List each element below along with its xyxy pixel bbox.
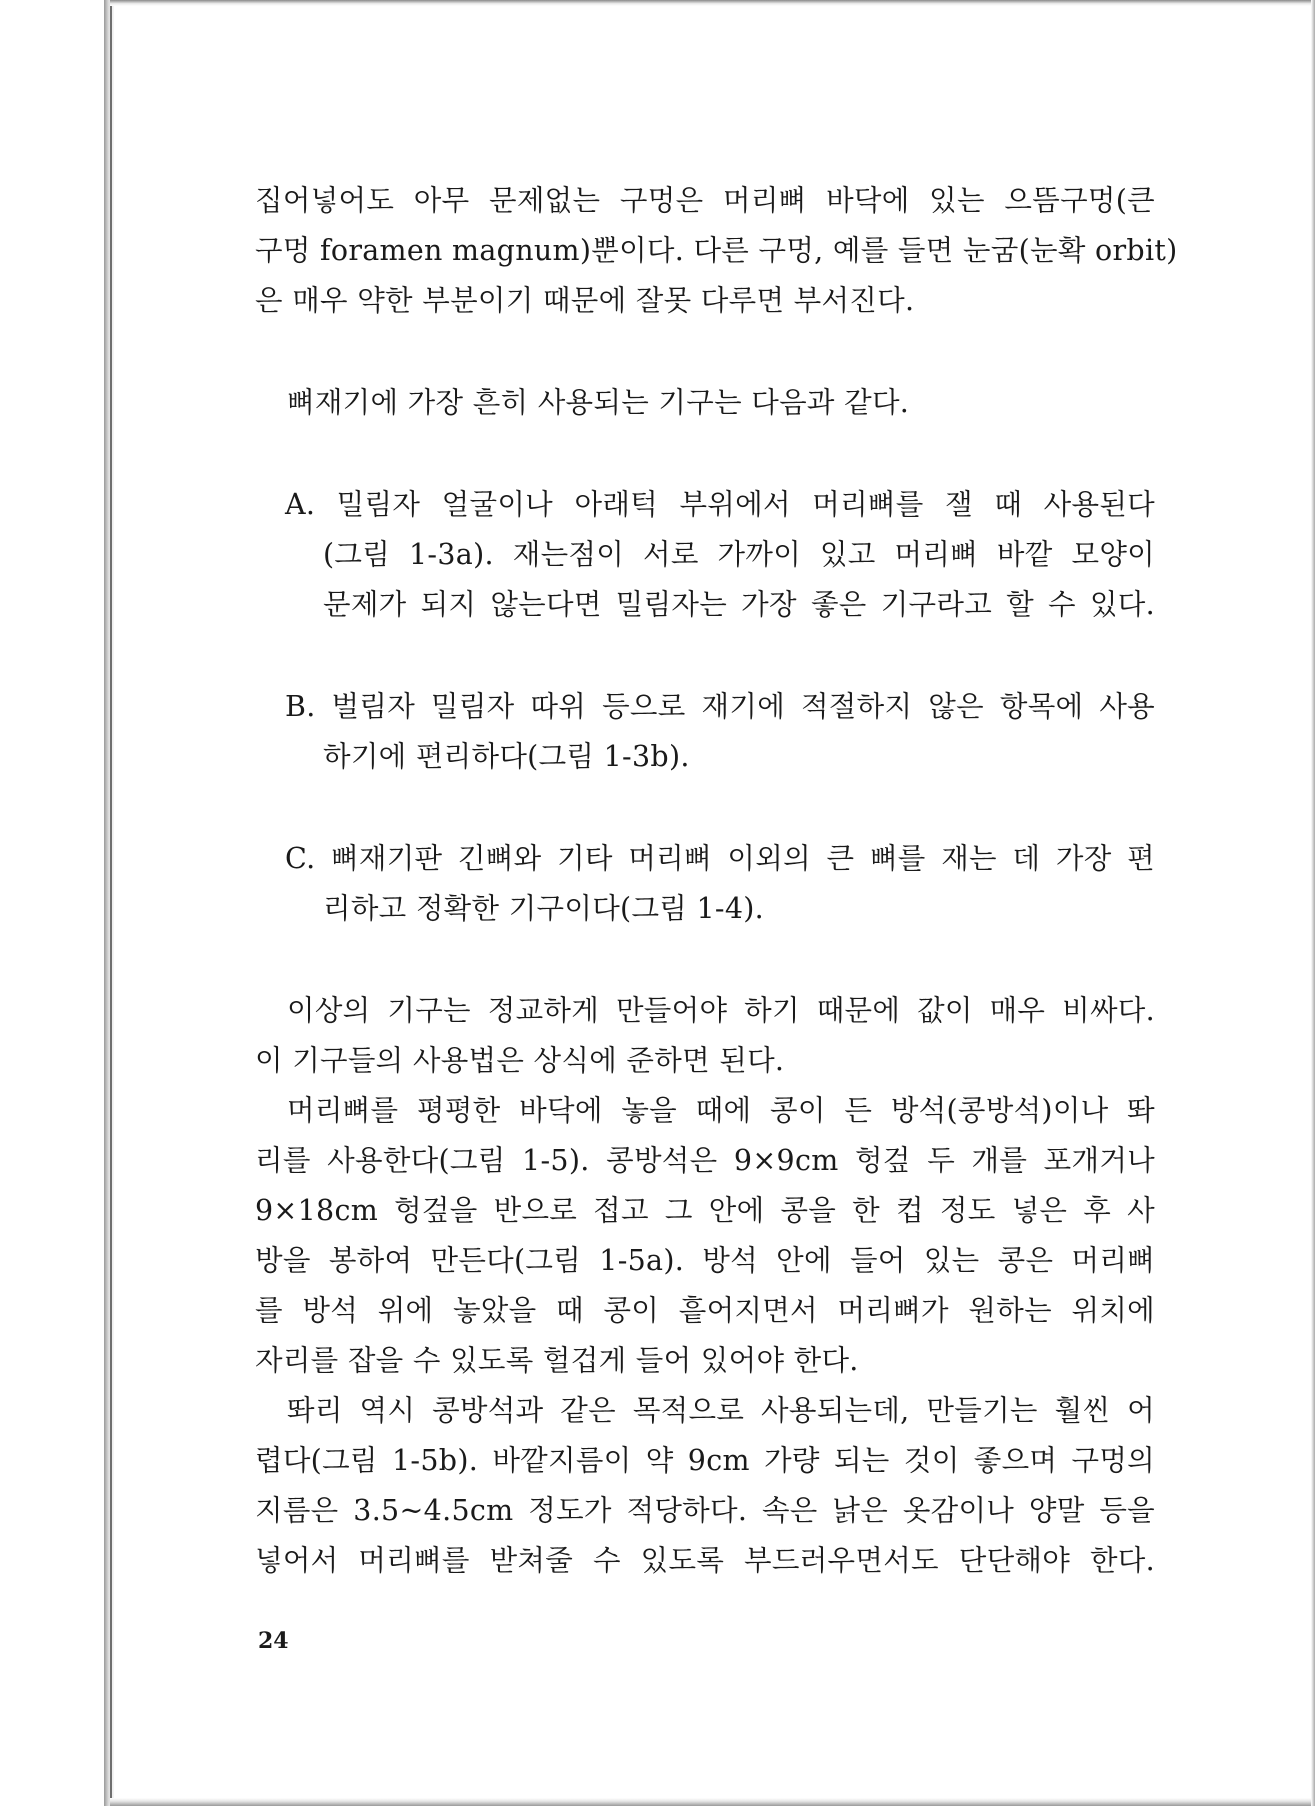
text-line: 렵다(그림 1-5b). 바깥지름이 약 9cm 가량 되는 것이 좋으며 구멍의: [255, 1444, 1155, 1477]
text-line: C. 뼈재기판 긴뼈와 기타 머리뼈 이외의 큰 뼈를 재는 데 가장 편: [285, 842, 1155, 875]
text-line: 넣어서 머리뼈를 받쳐줄 수 있도록 부드러우면서도 단단해야 한다.: [255, 1544, 1155, 1577]
text-line: 를 방석 위에 놓았을 때 콩이 흩어지면서 머리뼈가 원하는 위치에: [255, 1294, 1155, 1327]
text-line: 이 기구들의 사용법은 상식에 준하면 된다.: [255, 1044, 785, 1077]
paragraph-bean-cushion: [255, 1086, 1155, 1386]
page-spine-shadow: [104, 0, 114, 1806]
page-bottom-edge: [110, 1798, 1315, 1806]
paragraph-gap: [255, 934, 1155, 986]
text-line: 방을 봉하여 만든다(그림 1-5a). 방석 안에 들어 있는 콩은 머리뼈: [255, 1244, 1155, 1277]
text-line: 머리뼈를 평평한 바닥에 놓을 때에 콩이 든 방석(콩방석)이나 똬: [287, 1094, 1155, 1127]
paragraph-gap: [255, 428, 1155, 480]
text-line: 하기에 편리하다(그림 1-3b).: [323, 740, 690, 773]
text-line: 집어넣어도 아무 문제없는 구멍은 머리뼈 바닥에 있는 으뜸구멍(큰: [255, 184, 1155, 217]
paragraph-tools-intro: [255, 378, 1155, 428]
paragraph-skull-openings: [255, 176, 1178, 326]
page-number: 24: [258, 1628, 289, 1654]
text-line: A. 밀림자 얼굴이나 아래턱 부위에서 머리뼈를 잴 때 사용된다: [285, 488, 1155, 521]
list-item-b: [255, 682, 1155, 782]
text-line: 지름은 3.5~4.5cm 정도가 적당하다. 속은 낡은 옷감이나 양말 등을: [255, 1494, 1155, 1527]
page-right-edge: [1311, 0, 1315, 1806]
text-line: 똬리 역시 콩방석과 같은 목적으로 사용되는데, 만들기는 훨씬 어: [287, 1394, 1155, 1427]
page-top-edge: [110, 0, 1315, 6]
text-line: 문제가 되지 않는다면 밀림자는 가장 좋은 기구라고 할 수 있다.: [323, 588, 1155, 621]
paragraph-gap: [255, 326, 1155, 378]
text-line: 리하고 정확한 기구이다(그림 1-4).: [323, 892, 765, 925]
page-left-edge: [110, 0, 112, 1806]
text-line: 이상의 기구는 정교하게 만들어야 하기 때문에 값이 매우 비싸다.: [287, 994, 1155, 1027]
paragraph-gap: [255, 782, 1155, 834]
text-line: (그림 1-3a). 재는점이 서로 가까이 있고 머리뼈 바깥 모양이: [323, 538, 1155, 571]
text-line: 자리를 잡을 수 있도록 헐겁게 들어 있어야 한다.: [255, 1344, 859, 1377]
text-line: B. 벌림자 밀림자 따위 등으로 재기에 적절하지 않은 항목에 사용: [285, 690, 1155, 723]
paragraph-tool-cost: [255, 986, 1155, 1086]
list-item-a: [255, 480, 1155, 630]
list-item-c: [255, 834, 1155, 934]
page-body: [255, 176, 1178, 1586]
paragraph-gap: [255, 630, 1155, 682]
text-line: 은 매우 약한 부분이기 때문에 잘못 다루면 부서진다.: [255, 284, 915, 317]
text-line: 뼈재기에 가장 흔히 사용되는 기구는 다음과 같다.: [287, 386, 910, 419]
text-line: 9×18cm 헝겊을 반으로 접고 그 안에 콩을 한 컵 정도 넣은 후 사: [255, 1194, 1155, 1227]
paragraph-ring-support: [255, 1386, 1155, 1586]
text-line: 구멍 foramen magnum)뿐이다. 다른 구멍, 예를 들면 눈굼(눈확 orbit): [255, 234, 1178, 267]
text-line: 리를 사용한다(그림 1-5). 콩방석은 9×9cm 헝겊 두 개를 포개거나: [255, 1144, 1155, 1177]
